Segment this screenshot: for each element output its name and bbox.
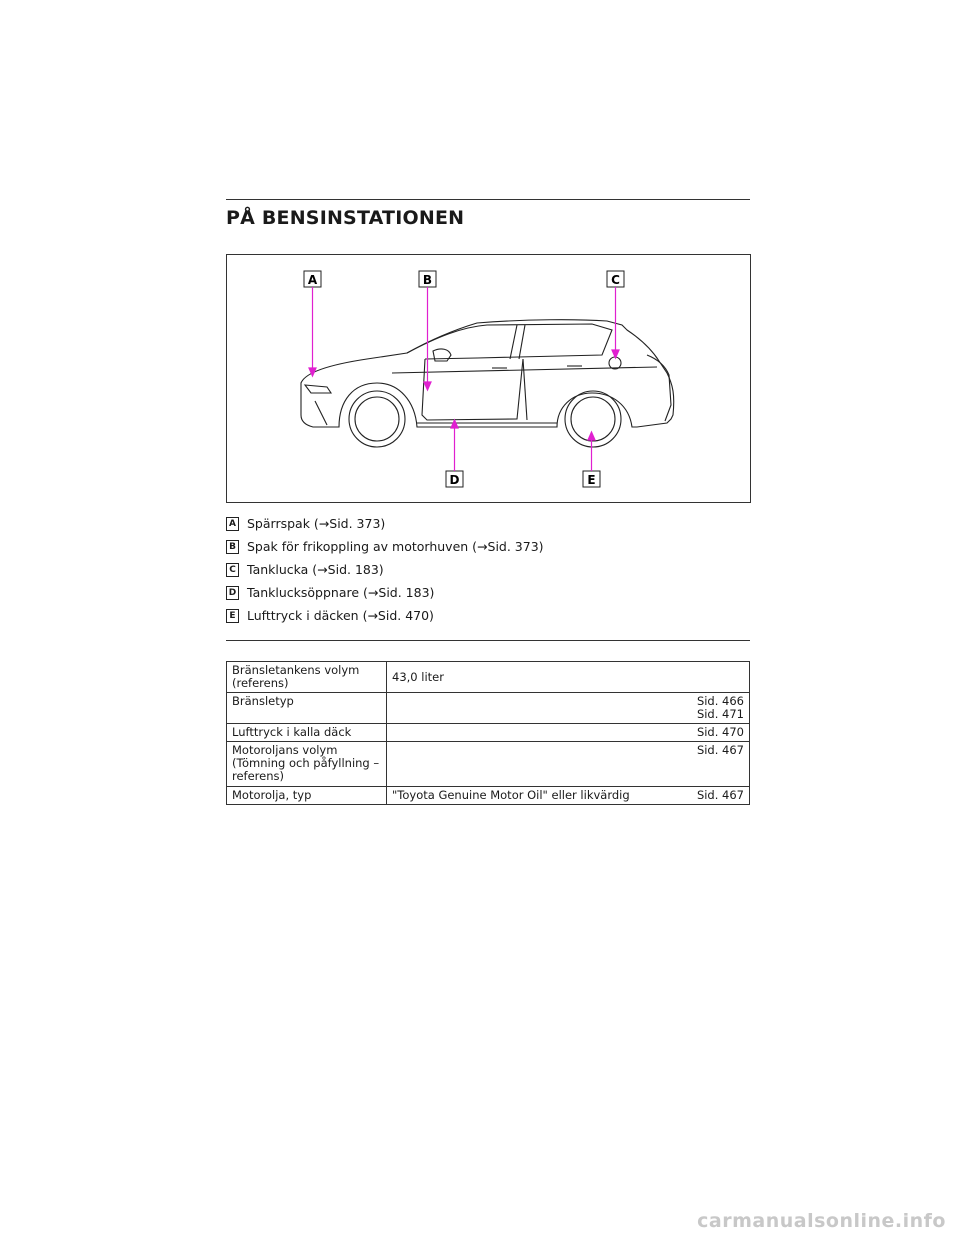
table-row	[227, 693, 750, 724]
fuel-door	[609, 357, 621, 369]
page-title: PÅ BENSINSTATIONEN	[226, 207, 465, 229]
callout-item-b	[226, 535, 750, 558]
figure-label-d-text: D	[449, 473, 460, 487]
front-wheel	[349, 391, 405, 447]
callout-key-e: E	[226, 609, 239, 623]
spec-value	[387, 662, 750, 693]
spec-label: Lufttryck i kalla däck	[227, 724, 387, 742]
spec-ref: Sid. 470	[387, 724, 750, 742]
callout-item-e	[226, 604, 750, 627]
spec-label: Bränsletankens volym (referens)	[227, 662, 387, 693]
callout-list	[226, 512, 750, 627]
callout-text-a: Spärrspak (→Sid. 373)	[247, 516, 386, 531]
callout-text-b: Spak för frikoppling av motorhuven (→Sid. 373)	[247, 539, 544, 554]
table-row	[227, 742, 750, 787]
spec-ref: Sid. 467	[696, 788, 744, 802]
figure-label-c	[607, 271, 624, 287]
figure-label-a	[304, 271, 321, 287]
callout-text-e: Lufttryck i däcken (→Sid. 470)	[247, 608, 434, 623]
spec-label: Motorolja, typ	[227, 787, 387, 805]
figure-label-b	[419, 271, 436, 287]
figure-label-b-text: B	[422, 273, 433, 287]
window-line	[407, 324, 612, 359]
top-rule	[226, 199, 750, 200]
callout-item-d	[226, 581, 750, 604]
specs-table	[226, 661, 750, 805]
callout-item-a	[226, 512, 750, 535]
table-row	[227, 724, 750, 742]
table-row	[227, 787, 750, 805]
callout-key-c: C	[226, 563, 239, 577]
callout-item-c	[226, 558, 750, 581]
figure-label-a-text: A	[307, 273, 318, 287]
figure-label-d	[446, 471, 463, 487]
car-figure	[226, 254, 751, 503]
table-row	[227, 662, 750, 693]
figure-label-e	[583, 471, 600, 487]
spec-ref: Sid. 467	[387, 742, 750, 787]
spec-ref: Sid. 466 Sid. 471	[387, 693, 750, 724]
watermark: carmanualsonline.info	[697, 1210, 946, 1232]
spec-value-text: "Toyota Genuine Motor Oil" eller likvärdig	[392, 788, 630, 802]
spec-label: Motoroljans volym (Tömning och påfyllning – referens)	[227, 742, 387, 787]
car-illustration	[227, 255, 750, 502]
figure-label-e-text: E	[587, 473, 596, 487]
spec-label: Bränsletyp	[227, 693, 387, 724]
mid-rule	[226, 640, 750, 641]
figure-label-c-text: C	[611, 273, 620, 287]
callout-key-b: B	[226, 540, 239, 554]
callout-key-a: A	[226, 517, 239, 531]
spec-value	[387, 787, 750, 805]
callout-key-d: D	[226, 586, 239, 600]
spec-value-text: 43,0 liter	[392, 670, 444, 684]
callout-text-c: Tanklucka (→Sid. 183)	[247, 562, 384, 577]
callout-text-d: Tanklucksöppnare (→Sid. 183)	[247, 585, 435, 600]
